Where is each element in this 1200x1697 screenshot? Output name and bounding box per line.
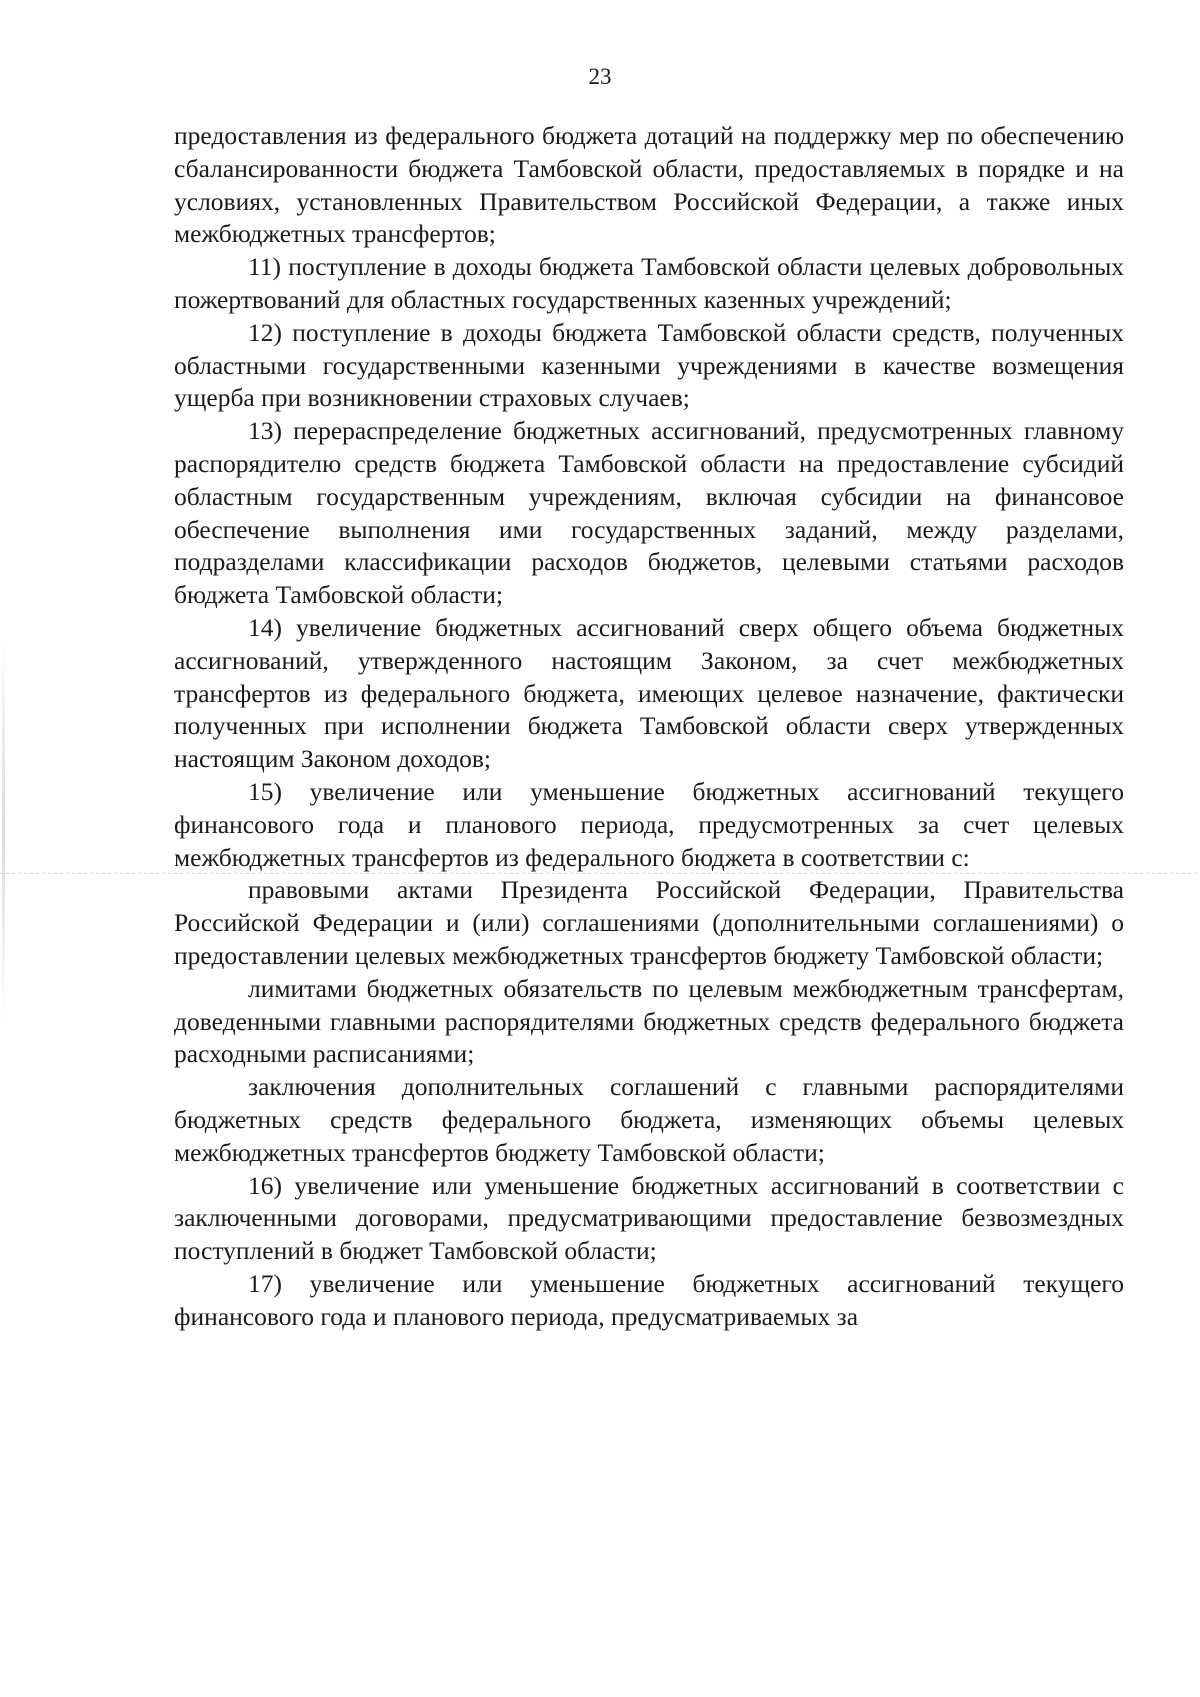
- paragraph-item-15-sub-3: заключения дополнительных соглашений с главными распорядителями бюджетных средств федерального бюджета, изменяющих объемы целевых межбюджетных трансфертов бюджету Тамбовской области;: [174, 1072, 1124, 1167]
- paragraph-item-17: 17) увеличение или уменьшение бюджетных ассигнований текущего финансового года и планового периода, предусматриваемых за: [174, 1268, 1124, 1331]
- document-body: [174, 120, 1124, 1333]
- paragraph-item-13: 13) перераспределение бюджетных ассигнований, предусмотренных главному распорядителю средств бюджета Тамбовской области на предоставление субсидий областным государственным учреждениям, включая субсидии на финансовое обеспечение выполнения ими государственных заданий, между разделами, подразделами классификации расходов бюджетов, целевыми статьями расходов бюджета Тамбовской области;: [174, 416, 1124, 610]
- paragraph-item-15-sub-2: лимитами бюджетных обязательств по целевым межбюджетным трансфертам, доведенными главными распорядителями бюджетных средств федерального бюджета расходными расписаниями;: [174, 973, 1124, 1069]
- paragraph-item-15: 15) увеличение или уменьшение бюджетных ассигнований текущего финансового года и планового периода, предусмотренных за счет целевых межбюджетных трансфертов из федерального бюджета в соответствии с:: [174, 776, 1124, 872]
- paragraph-item-12: 12) поступление в доходы бюджета Тамбовской области средств, полученных областными государственными казенными учреждениями в качестве возмещения ущерба при возникновении страховых случаев;: [174, 317, 1124, 413]
- paragraph-item-16: 16) увеличение или уменьшение бюджетных ассигнований в соответствии с заключенными договорами, предусматривающими предоставление безвозмездных поступлений в бюджет Тамбовской области;: [174, 1170, 1124, 1266]
- scan-edge-artifact: [2, 640, 5, 1020]
- paragraph-item-15-sub-1: правовыми актами Президента Российской Федерации, Правительства Российской Федерации и (или) соглашениями (дополнительными соглашениями) о предоставлении целевых межбюджетных трансфертов бюджету Тамбовской области;: [174, 875, 1124, 970]
- paragraph-item-11: 11) поступление в доходы бюджета Тамбовской области целевых добровольных пожертвований для областных государственных казенных учреждений;: [174, 252, 1124, 314]
- paragraph-continuation: предоставления из федерального бюджета дотаций на поддержку мер по обеспечению сбалансированности бюджета Тамбовской области, предоставляемых в порядке и на условиях, установленных Правительством Российской Федерации, а также иных межбюджетных трансфертов;: [174, 121, 1124, 249]
- page-number: 23: [588, 64, 612, 89]
- paragraph-item-14: 14) увеличение бюджетных ассигнований сверх общего объема бюджетных ассигнований, утвержденного настоящим Законом, за счет межбюджетных трансфертов из федерального бюджета, имеющих целевое назначение, фактически полученных при исполнении бюджета Тамбовской области сверх утвержденных настоящим Законом доходов;: [174, 612, 1124, 774]
